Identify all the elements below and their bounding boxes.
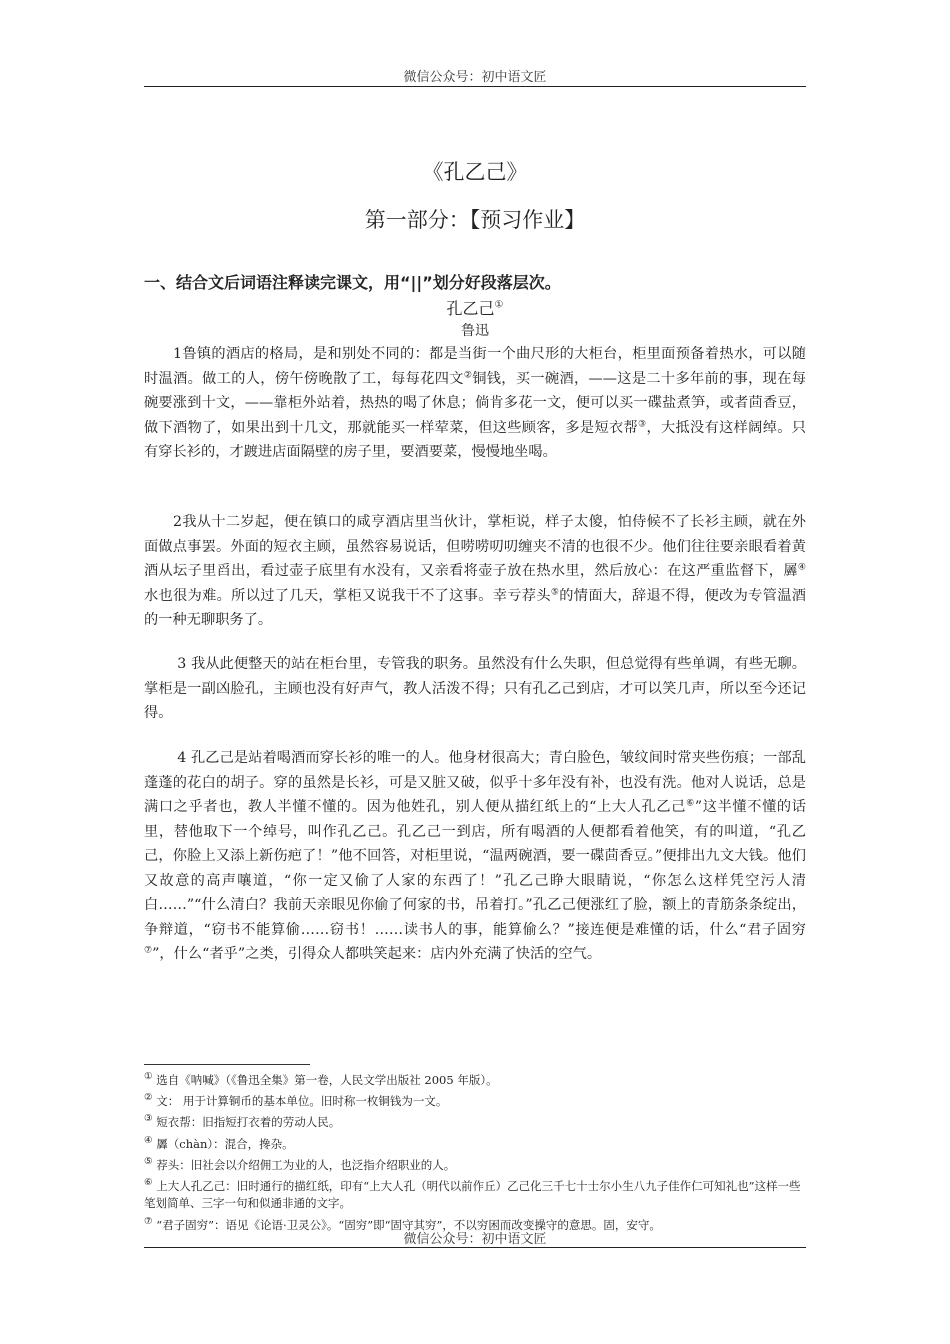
document-title: 《孔乙己》 [422, 160, 528, 184]
footnote-mark: ⑤ [144, 1155, 153, 1167]
paragraph-3 [144, 652, 806, 726]
footnote-text: 文： 用于计算铜币的基本单位。旧时称一枚铜钱为一文。 [152, 1094, 448, 1109]
paragraph-2 [144, 510, 806, 633]
footnote-item [144, 1132, 806, 1153]
footer-rule [144, 1247, 806, 1248]
paragraph-text: 水也很为难。所以过了几天，掌柜又说我干不了这事。幸亏荐头 [144, 587, 551, 604]
footnotes [144, 1068, 806, 1234]
section-heading: 一、结合文后词语注释读完课文，用“||”划分好段落层次。 [144, 273, 561, 292]
paragraph-text: 铜钱，买一碗酒，——这是二十多年前的事，现在每碗要涨到十文，——靠柜外站着，热热的喝了休息；倘肯多花一文，便可以买一碟盐煮笋，或者茴香豆，做下酒物了，如果出到十几文，那就能买一样荤菜，但这些顾客，多是短衣帮 [144, 370, 806, 436]
footnote-ref: ③ [638, 418, 647, 429]
footnote-ref: ⑦ [144, 945, 153, 956]
paragraph-text: 我从此便整天的站在柜台里，专管我的职务。虽然没有什么失职，但总觉得有些单调，有些无聊。掌柜是一副凶脸孔，主顾也没有好声气，教人活泼不得；只有孔乙己到店，才可以笑几声，所以至今还记得。 [144, 656, 806, 721]
work-title-text: 孔乙己 [446, 299, 495, 318]
paragraph-4 [144, 746, 806, 967]
paragraph-text: ，大抵没有这样阔绰。只有穿长衫的，才踱进店面隔壁的房子里，要酒要菜，慢慢地坐喝。 [144, 419, 806, 460]
footnote-mark: ③ [144, 1113, 153, 1125]
paragraph-text: ”这半懂不懂的话里，替他取下一个绰号，叫作孔乙己。孔乙己一到店，所有喝酒的人便都看着他笑，有的叫道，“孔乙己，你脸上又添上新伤疤了！”他不回答，对柜里说，“温两碗酒，要一碟茴香豆。”便排出九文大钱。他们又故意的高声嚷道，“你一定又偷了人家的东西了！”孔乙己睁大眼睛说，“你怎么这样凭空污人清白……”“什么清白？我前天亲眼见你偷了何家的书，吊着打。”孔乙己便涨红了脸，额上的青筋条条绽出，争辩道，“窃书不能算偷……窃书！……读书人的事，能算偷么？”接连便是难懂的话，什么“君子固穷 [144, 799, 807, 938]
paragraph-number: 4 [144, 750, 187, 766]
footnote-item [144, 1068, 806, 1089]
paragraph-number: 2 [144, 514, 183, 530]
footnote-text: 选自《呐喊》（《鲁迅全集》第一卷，人民文学出版社 2005 年版）。 [152, 1072, 498, 1087]
footnote-mark: ⑥ [144, 1177, 153, 1189]
footnote-item [144, 1153, 806, 1174]
footnote-text: “君子固穷”：语见《论语·卫灵公》。“固穷”即“固守其穷”，不以穷困而改变操守的意思。固，安守。 [152, 1217, 661, 1232]
paragraph-text: 鲁镇的酒店的格局，是和别处不同的：都是当街一个曲尺形的大柜台，柜里面预备着热水，可以随时温酒。做工的人，傍午傍晚散了工，每每花四文 [144, 346, 807, 387]
footnote-mark: ⑦ [144, 1215, 153, 1227]
footnote-mark: ② [144, 1092, 153, 1104]
paragraph-text: 孔乙己是站着喝酒而穿长衫的唯一的人。他身材很高大；青白脸色，皱纹间时常夹些伤痕；一部乱蓬蓬的花白的胡子。穿的虽然是长衫，可是又脏又破，似乎十多年没有补，也没有洗。他对人说话，总是满口之乎者也，教人半懂不懂的。因为他姓孔，别人便从描红纸上的“上大人孔乙己 [144, 750, 806, 815]
paragraph-text: ”，什么“者乎”之类，引得众人都哄笑起来：店内外充满了快活的空气。 [152, 946, 602, 962]
paragraph-text: 的情面大，辞退不得，便改为专管温酒的一种无聊职务了。 [144, 587, 807, 628]
paragraph-1 [144, 342, 806, 465]
work-author: 鲁迅 [461, 323, 489, 339]
document-subtitle: 第一部分：【预习作业】 [364, 208, 586, 232]
footnote-ref: ② [463, 369, 473, 380]
page-header: 微信公众号：初中语文匠 [403, 70, 547, 85]
footnote-mark: ④ [144, 1134, 153, 1146]
footnote-ref: ⑤ [550, 586, 560, 597]
footnote-item [144, 1110, 806, 1131]
footnote-text: 上大人孔乙己：旧时通行的描红纸，印有“上大人孔（明代以前作丘）乙己化三千七十士尔小生八九子佳作仁可知礼也”这样一些笔划简单、三字一句和似通非通的文字。 [144, 1179, 801, 1211]
paragraph-text: 我从十二岁起，便在镇口的咸亨酒店里当伙计，掌柜说，样子太傻，怕侍候不了长衫主顾，就在外面做点事罢。外面的短衣主顾，虽然容易说话，但唠唠叨叨缠夹不清的也很不少。他们往往要亲眼看着黄酒从坛子里舀出，看过壶子底里有水没有，又亲看将壶子放在热水里，然后放心：在这严重监督下，羼 [144, 514, 807, 579]
footnote-text: 荐头：旧社会以介绍佣工为业的人，也泛指介绍职业的人。 [152, 1157, 456, 1172]
footnote-item [144, 1089, 806, 1110]
header-rule [144, 86, 806, 87]
footnote-ref: ⑥ [686, 798, 695, 809]
page-footer: 微信公众号：初中语文匠 [403, 1232, 547, 1247]
footnote-text: 羼（chàn）：混合，搀杂。 [152, 1136, 294, 1151]
paragraph-number: 1 [144, 346, 183, 362]
work-title-footnote-ref: ① [494, 299, 504, 311]
footnote-ref: ④ [797, 562, 806, 573]
footnote-mark: ① [144, 1071, 153, 1082]
work-title [144, 296, 806, 319]
footnote-text: 短衣帮：旧指短打衣着的劳动人民。 [152, 1115, 341, 1130]
footnote-separator [144, 1064, 310, 1065]
footnote-item [144, 1174, 806, 1213]
paragraph-number: 3 [144, 656, 187, 672]
